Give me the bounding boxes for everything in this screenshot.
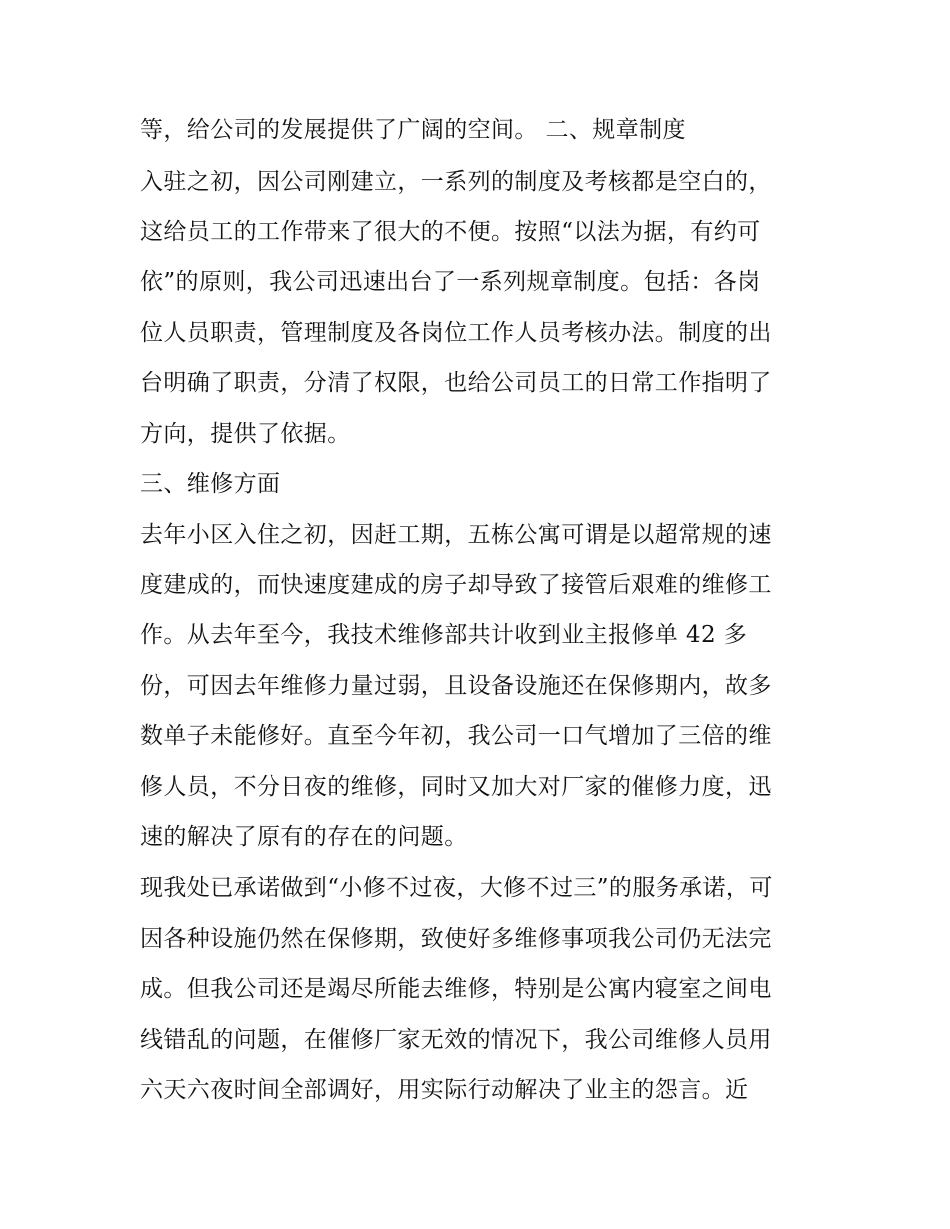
- text-line: 线错乱的问题，在催修厂家无效的情况下，我公司维修人员用: [140, 1027, 772, 1053]
- text-line: 现我处已承诺做到“小修不过夜，大修不过三”的服务承诺，可: [140, 875, 773, 901]
- text-line: 这给员工的工作带来了很大的不便。按照“以法为据，有约可: [140, 219, 761, 245]
- text-line: 依”的原则，我公司迅速出台了一系列规章制度。包括：各岗: [140, 269, 761, 295]
- section-heading: 三、维修方面: [140, 471, 281, 497]
- text-line: 数单子未能修好。直至今年初，我公司一口气增加了三倍的维: [140, 723, 772, 749]
- text-line: 速的解决了原有的存在的问题。: [140, 824, 468, 850]
- text-line: 成。但我公司还是竭尽所能去维修，特别是公寓内寝室之间电: [140, 976, 772, 1002]
- text-line: 位人员职责，管理制度及各岗位工作人员考核办法。制度的出: [140, 320, 772, 346]
- text-line: 因各种设施仍然在保修期，致使好多维修事项我公司仍无法完: [140, 926, 772, 952]
- text-line: 台明确了职责，分清了权限，也给公司员工的日常工作指明了: [140, 370, 772, 396]
- text-line: 方向，提供了依据。: [140, 421, 351, 447]
- text-line: 去年小区入住之初，因赶工期，五栋公寓可谓是以超常规的速: [140, 522, 772, 548]
- text-line: 入驻之初，因公司刚建立，一系列的制度及考核都是空白的，: [140, 169, 772, 195]
- text-line: 作。从去年至今，我技术维修部共计收到业主报修单 42 多: [140, 622, 748, 648]
- text-line: 份，可因去年维修力量过弱，且设备设施还在保修期内，故多: [140, 673, 772, 699]
- text-line: 六天六夜时间全部调好，用实际行动解决了业主的怨言。近: [140, 1077, 749, 1103]
- text-line: 度建成的，而快速度建成的房子却导致了接管后艰难的维修工: [140, 572, 772, 598]
- text-line: 修人员，不分日夜的维修，同时又加大对厂家的催修力度，迅: [140, 774, 772, 800]
- text-line: 等，给公司的发展提供了广阔的空间。 二、规章制度: [140, 117, 686, 143]
